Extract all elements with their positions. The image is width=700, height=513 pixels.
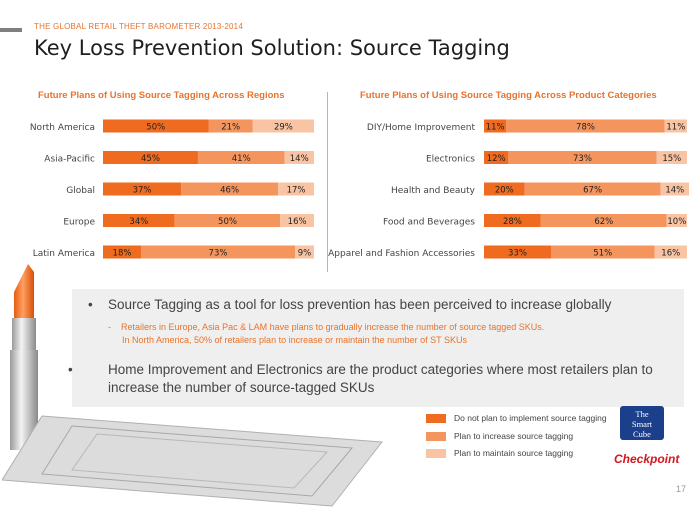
category-label: Apparel and Fashion Accessories <box>328 249 475 259</box>
bullet-marker: • <box>68 362 73 377</box>
legend-swatch <box>426 432 446 441</box>
category-label: North America <box>29 123 95 133</box>
data-label: 33% <box>508 248 527 259</box>
data-label: 45% <box>141 154 160 164</box>
data-label: 14% <box>665 185 685 196</box>
legend-label: Plan to maintain source tagging <box>454 448 574 458</box>
data-label: 16% <box>287 217 307 227</box>
smart-cube-logo <box>620 406 664 440</box>
report-kicker: THE GLOBAL RETAIL THEFT BAROMETER 2013-2014 <box>34 22 243 31</box>
sub-bullet-line-2: In North America, 50% of retailers plan to increase or maintain the number of ST SKUs <box>122 335 467 345</box>
page-title: Key Loss Prevention Solution: Source Tagging <box>34 36 510 60</box>
insight-bullet-2-text: Home Improvement and Electronics are the product categories where most retailers plan to increase the number of source-tagged SKUs <box>108 362 653 395</box>
checkpoint-logo: Checkpoint <box>614 452 680 466</box>
data-label: 28% <box>502 217 522 227</box>
data-label: 14% <box>289 154 309 164</box>
legend-swatch <box>426 414 446 423</box>
category-label: Health and Beauty <box>391 186 475 196</box>
logo-text: Cube <box>633 429 651 439</box>
data-label: 29% <box>273 122 293 133</box>
source-tag-image <box>2 402 392 507</box>
bullet-marker: • <box>88 297 93 312</box>
data-label: 10% <box>667 217 687 227</box>
top-accent-bar <box>0 28 22 32</box>
sub-bullet-dash: - <box>108 322 111 332</box>
category-label: Latin America <box>32 249 95 259</box>
data-label: 41% <box>231 154 251 164</box>
data-label: 9% <box>297 248 312 259</box>
data-label: 73% <box>208 248 228 259</box>
data-label: 51% <box>593 248 613 259</box>
data-label: 21% <box>221 122 241 133</box>
data-label: 46% <box>220 185 240 196</box>
logo-text: Smart <box>631 419 653 429</box>
categories-chart <box>0 112 700 272</box>
page-number: 17 <box>676 484 687 494</box>
category-label: Food and Beverages <box>383 217 475 228</box>
data-label: 11% <box>485 122 505 133</box>
sub-bullet-line-1: Retailers in Europe, Asia Pac & LAM have plans to gradually increase the number of source tagged SKUs. <box>121 322 545 332</box>
insight-bullet-1 <box>88 297 611 312</box>
legend-swatch <box>426 449 446 458</box>
category-label: DIY/Home Improvement <box>366 123 475 133</box>
data-label: 34% <box>129 217 149 227</box>
data-label: 78% <box>576 122 595 133</box>
data-label: 67% <box>583 185 603 196</box>
data-label: 17% <box>286 185 306 196</box>
data-label: 11% <box>666 122 686 133</box>
chart-title-categories: Future Plans of Using Source Tagging Across Product Categories <box>360 90 657 101</box>
insight-bullet-1-text: Source Tagging as a tool for loss prevention has been perceived to increase globally <box>108 297 612 312</box>
data-label: 50% <box>218 217 237 227</box>
insight-sub-bullet <box>108 321 668 347</box>
data-label: 18% <box>112 248 132 259</box>
data-label: 62% <box>594 217 614 227</box>
legend-label: Do not plan to implement source tagging <box>454 413 607 423</box>
logo-text: The <box>635 409 649 419</box>
category-label: Asia-Pacific <box>44 154 95 165</box>
category-label: Europe <box>63 217 95 228</box>
data-label: 15% <box>662 154 682 164</box>
legend-label: Plan to increase source tagging <box>454 430 574 441</box>
data-label: 50% <box>146 122 166 133</box>
data-label: 16% <box>661 248 681 259</box>
chart-title-regions: Future Plans of Using Source Tagging Across Regions <box>38 90 285 101</box>
category-label: Electronics <box>425 154 475 165</box>
data-label: 12% <box>486 154 506 164</box>
category-label: Global <box>66 186 95 196</box>
data-label: 73% <box>573 154 592 164</box>
insight-bullet-2 <box>68 361 678 397</box>
data-label: 20% <box>494 185 514 196</box>
data-label: 37% <box>132 185 152 196</box>
